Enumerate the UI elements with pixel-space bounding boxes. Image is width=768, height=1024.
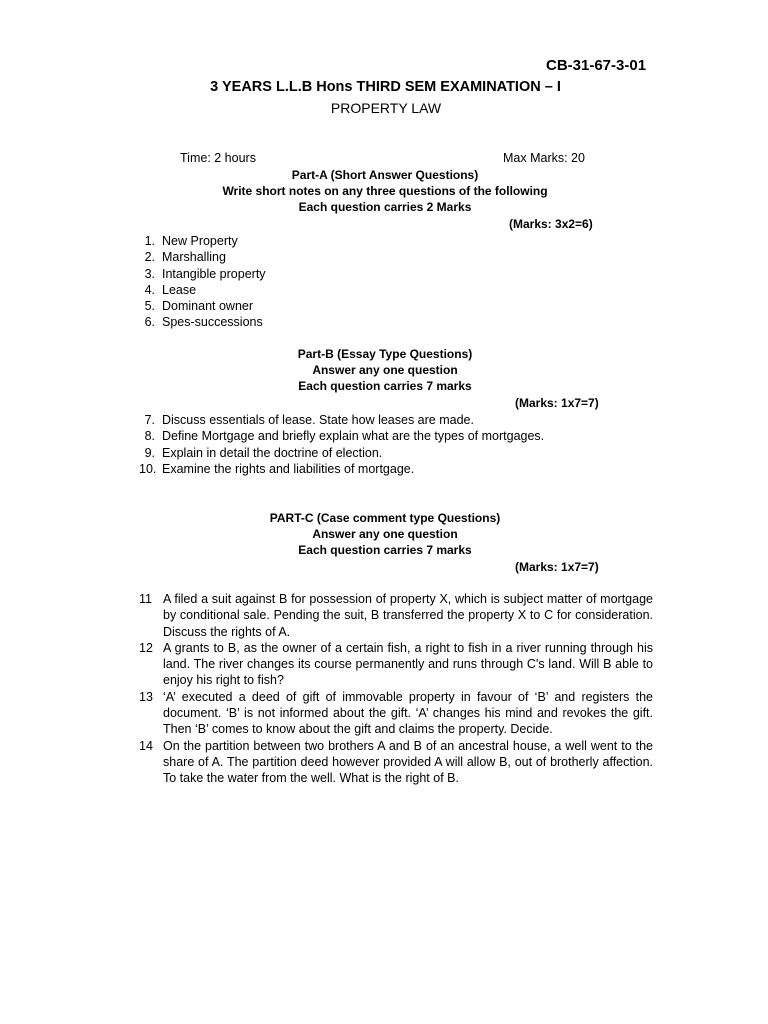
part-c-marks: (Marks: 1x7=7) — [515, 560, 599, 574]
exam-title: 3 YEARS L.L.B Hons THIRD SEM EXAMINATION – I — [210, 79, 561, 95]
list-item — [139, 282, 266, 298]
question-text: On the partition between two brothers A and B of an ancestral house, a well went to the share of A. The partition deed however provided A will allow B, out of brotherly affection. To take the water from the well. What is the right of B. — [163, 738, 653, 786]
question-text: Marshalling — [162, 250, 226, 265]
part-c-carries: Each question carries 7 marks — [298, 543, 472, 557]
question-number: 14 — [139, 738, 153, 753]
part-c-instruction: Answer any one question — [312, 527, 458, 541]
list-item — [139, 445, 544, 461]
list-item — [139, 591, 653, 640]
part-a-question-list — [139, 233, 266, 331]
question-number: 9. — [144, 445, 155, 460]
question-number: 7. — [144, 413, 155, 427]
subject-title: PROPERTY LAW — [330, 100, 442, 116]
list-item — [139, 314, 266, 330]
question-number: 4. — [144, 282, 155, 297]
list-item — [139, 298, 266, 314]
question-number: 1. — [144, 234, 155, 248]
list-item — [139, 266, 266, 282]
question-number: 8. — [144, 429, 155, 444]
list-item — [139, 249, 266, 265]
list-item — [139, 640, 653, 689]
question-number: 10. — [139, 461, 157, 476]
question-text: Examine the rights and liabilities of mortgage. — [162, 461, 415, 476]
part-a-instruction: Write short notes on any three questions of the following — [222, 184, 548, 198]
part-b-marks: (Marks: 1x7=7) — [515, 396, 599, 410]
question-number: 13 — [139, 689, 153, 704]
question-text: New Property — [162, 234, 238, 248]
part-c-question-list — [139, 591, 653, 787]
part-a-title: Part-A (Short Answer Questions) — [291, 168, 479, 182]
question-text: Dominant owner — [162, 299, 254, 314]
question-text: ‘A’ executed a deed of gift of immovable property in favour of ‘B’ and registers the document. ‘B’ is not informed about the gift. ‘A’ changes his mind and revokes the gift. Then ‘B’ comes to know about the gift and claims the property. Decide. — [163, 689, 653, 737]
question-text: Discuss essentials of lease. State how leases are made. — [162, 413, 474, 427]
part-b-carries: Each question carries 7 marks — [298, 379, 472, 393]
list-item — [139, 233, 266, 249]
part-b-instruction: Answer any one question — [312, 363, 458, 377]
list-item — [139, 738, 653, 787]
question-text: Define Mortgage and briefly explain what are the types of mortgages. — [162, 429, 545, 444]
paper-code: CB-31-67-3-01 — [546, 57, 647, 74]
part-a-carries: Each question carries 2 Marks — [298, 200, 472, 214]
question-text: Intangible property — [162, 266, 266, 281]
max-marks: Max Marks: 20 — [503, 151, 585, 165]
list-item — [139, 428, 544, 444]
question-number: 5. — [144, 299, 155, 314]
question-number: 6. — [144, 315, 155, 330]
part-b-title: Part-B (Essay Type Questions) — [297, 347, 473, 361]
part-c-title: PART-C (Case comment type Questions) — [269, 511, 501, 525]
list-item — [139, 689, 653, 738]
question-number: 3. — [144, 266, 155, 281]
part-a-marks: (Marks: 3x2=6) — [509, 217, 593, 231]
question-text: A grants to B, as the owner of a certain fish, a right to fish in a river running through his land. The river changes its course permanently and runs through C's land. Will B able to enjoy his right to fish? — [163, 640, 653, 688]
question-text: Spes-successions — [162, 315, 263, 330]
question-number: 12 — [139, 640, 153, 655]
question-text: Explain in detail the doctrine of election. — [162, 445, 383, 460]
time-allowed: Time: 2 hours — [180, 151, 256, 165]
list-item — [139, 461, 544, 477]
question-text: A filed a suit against B for possession of property X, which is subject matter of mortgage by conditional sale. Pending the suit, B transferred the property X to C for consideration. Discuss the rights of A. — [163, 592, 653, 639]
question-number: 2. — [144, 250, 155, 265]
list-item — [139, 412, 544, 428]
part-b-question-list — [139, 412, 544, 477]
question-number: 11 — [139, 592, 152, 606]
question-text: Lease — [162, 282, 197, 297]
